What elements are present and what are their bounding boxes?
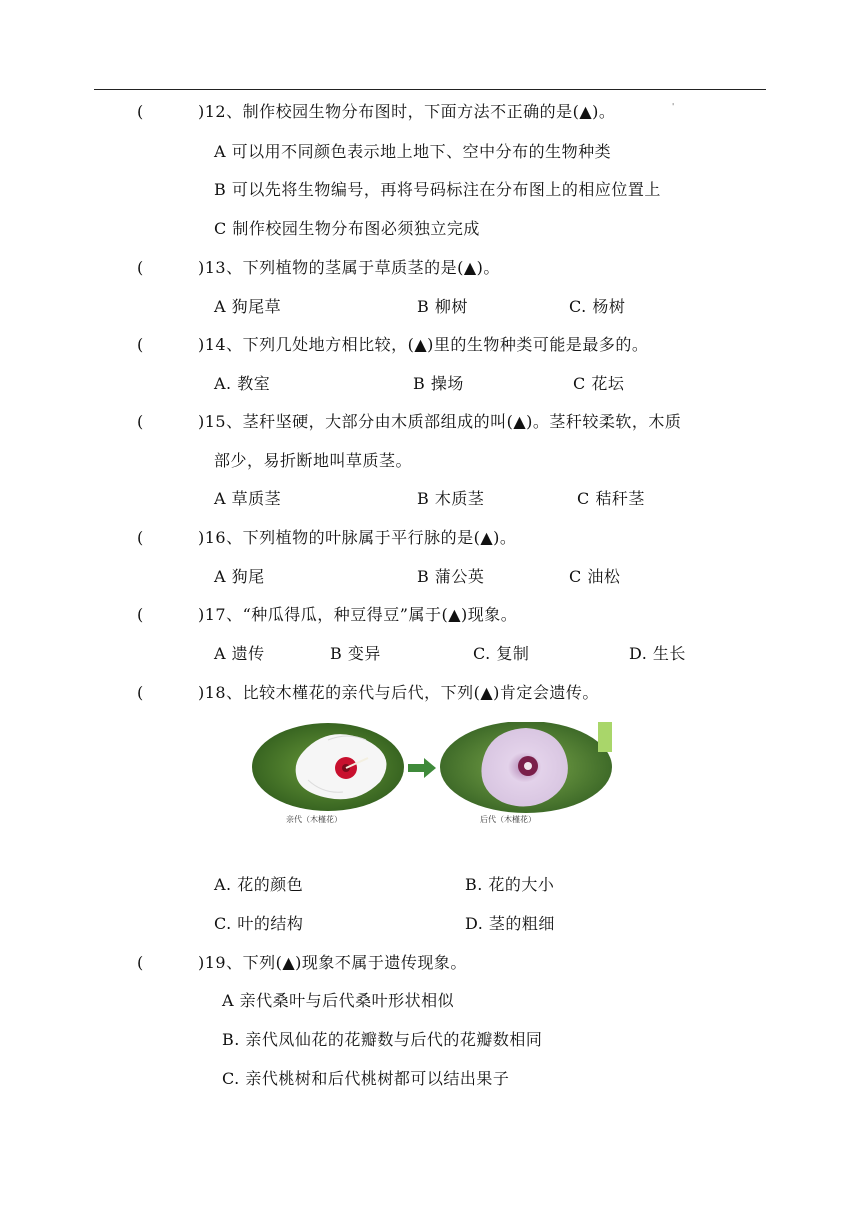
answer-blank-open: (: [137, 605, 144, 624]
question-16-option-a: A 狗尾: [214, 567, 265, 586]
header-rule: [94, 89, 766, 90]
answer-blank-open: (: [137, 258, 144, 277]
hibiscus-comparison-figure: [248, 722, 612, 830]
answer-blank-open: (: [137, 528, 144, 547]
question-12-option-b: B 可以先将生物编号，再将号码标注在分布图上的相应位置上: [214, 180, 661, 199]
question-18-option-d: D. 茎的粗细: [465, 914, 555, 933]
question-13-option-c: C. 杨树: [569, 297, 626, 316]
stray-mark: ': [672, 102, 675, 111]
question-19-option-b: B. 亲代凤仙花的花瓣数与后代的花瓣数相同: [222, 1030, 543, 1049]
question-14-option-c: C 花坛: [573, 374, 625, 393]
question-17-option-b: B 变异: [330, 644, 381, 663]
question-16-stem: )16、下列植物的叶脉属于平行脉的是(▲)。: [198, 528, 517, 547]
question-19-option-c: C. 亲代桃树和后代桃树都可以结出果子: [222, 1069, 510, 1088]
question-17-stem: )17、“种瓜得瓜，种豆得豆”属于(▲)现象。: [198, 605, 518, 624]
offspring-flower-image: [440, 722, 612, 813]
question-16-option-b: B 蒲公英: [417, 567, 485, 586]
question-17-option-d: D. 生长: [629, 644, 686, 663]
question-12-option-a: A 可以用不同颜色表示地上地下、空中分布的生物种类: [214, 142, 612, 161]
question-13-option-b: B 柳树: [417, 297, 468, 316]
answer-blank-open: (: [137, 683, 144, 702]
question-15-stem-continued: 部少，易折断地叫草质茎。: [214, 451, 413, 470]
question-19-stem: )19、下列(▲)现象不属于遗传现象。: [198, 953, 467, 972]
parent-caption: 亲代（木槿花）: [286, 815, 342, 824]
question-19-option-a: A 亲代桑叶与后代桑叶形状相似: [222, 991, 455, 1010]
answer-blank-open: (: [137, 412, 144, 431]
question-18-option-a: A. 花的颜色: [214, 875, 304, 894]
question-15-option-a: A 草质茎: [214, 489, 282, 508]
question-16-option-c: C 油松: [569, 567, 621, 586]
offspring-caption: 后代（木槿花）: [480, 815, 536, 824]
question-15-option-c: C 秸秆茎: [577, 489, 645, 508]
question-14-option-a: A. 教室: [214, 374, 271, 393]
question-14-stem: )14、下列几处地方相比较，(▲)里的生物种类可能是最多的。: [198, 335, 649, 354]
question-14-option-b: B 操场: [413, 374, 464, 393]
arrow-icon: [408, 758, 436, 778]
question-12-option-c: C 制作校园生物分布图必须独立完成: [214, 219, 480, 238]
answer-blank-open: (: [137, 335, 144, 354]
question-18-option-b: B. 花的大小: [465, 875, 555, 894]
question-18-option-c: C. 叶的结构: [214, 914, 304, 933]
question-15-option-b: B 木质茎: [417, 489, 485, 508]
question-12-stem: )12、制作校园生物分布图时，下面方法不正确的是(▲)。: [198, 102, 616, 121]
question-17-option-c: C. 复制: [473, 644, 530, 663]
question-18-stem: )18、比较木槿花的亲代与后代，下列(▲)肯定会遗传。: [198, 683, 599, 702]
question-13-option-a: A 狗尾草: [214, 297, 282, 316]
question-15-stem: )15、茎秆坚硬，大部分由木质部组成的叫(▲)。茎秆较柔软，木质: [198, 412, 682, 431]
question-13-stem: )13、下列植物的茎属于草质茎的是(▲)。: [198, 258, 500, 277]
answer-blank-open: (: [137, 953, 144, 972]
parent-flower-image: [252, 723, 404, 811]
question-17-option-a: A 遗传: [214, 644, 265, 663]
answer-blank-open: (: [137, 102, 144, 121]
